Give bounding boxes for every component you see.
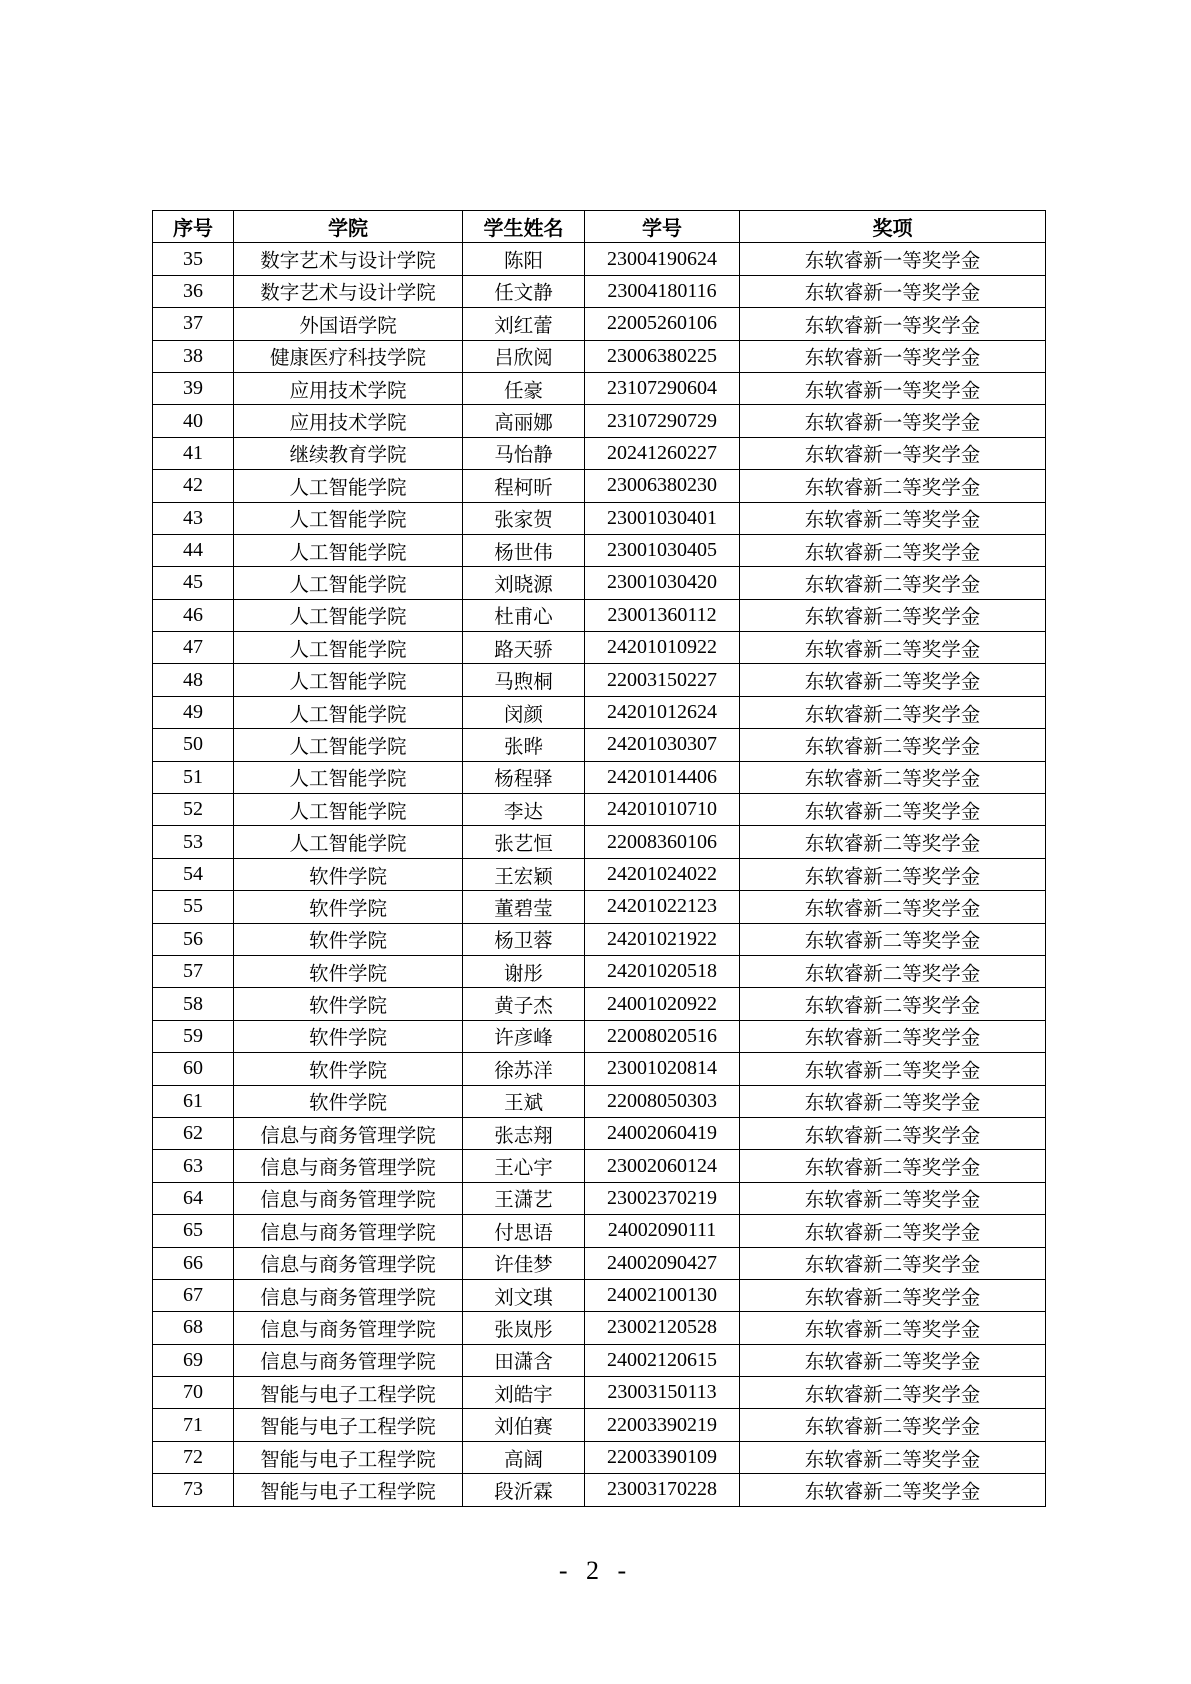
table-row (153, 696, 1046, 728)
cell-student-id: 23107290729 (585, 405, 740, 437)
cell-student-id: 24002090427 (585, 1247, 740, 1279)
cell-index: 66 (153, 1247, 234, 1279)
cell-college: 健康医疗科技学院 (234, 340, 463, 372)
cell-student-id: 24201012624 (585, 696, 740, 728)
table-row (153, 1247, 1046, 1279)
cell-student-name: 王潇艺 (463, 1182, 585, 1214)
cell-college: 软件学院 (234, 923, 463, 955)
table-row (153, 826, 1046, 858)
cell-index: 73 (153, 1474, 234, 1506)
cell-student-name: 路天骄 (463, 632, 585, 664)
cell-student-id: 23001020814 (585, 1053, 740, 1085)
table-row (153, 955, 1046, 987)
cell-student-id: 22008020516 (585, 1020, 740, 1052)
cell-award: 东软睿新二等奖学金 (740, 1150, 1046, 1182)
cell-student-name: 李达 (463, 794, 585, 826)
cell-student-name: 许彦峰 (463, 1020, 585, 1052)
cell-student-name: 王斌 (463, 1085, 585, 1117)
cell-student-id: 22005260106 (585, 308, 740, 340)
cell-college: 人工智能学院 (234, 534, 463, 566)
cell-college: 智能与电子工程学院 (234, 1409, 463, 1441)
cell-award: 东软睿新二等奖学金 (740, 696, 1046, 728)
cell-index: 67 (153, 1279, 234, 1311)
cell-award: 东软睿新二等奖学金 (740, 1344, 1046, 1376)
cell-student-name: 杜甫心 (463, 599, 585, 631)
table-row (153, 243, 1046, 275)
cell-student-id: 24002100130 (585, 1279, 740, 1311)
cell-student-name: 刘晓源 (463, 567, 585, 599)
cell-college: 人工智能学院 (234, 761, 463, 793)
cell-college: 软件学院 (234, 1020, 463, 1052)
table-row (153, 1441, 1046, 1473)
cell-college: 人工智能学院 (234, 502, 463, 534)
cell-student-id: 23006380230 (585, 470, 740, 502)
cell-award: 东软睿新二等奖学金 (740, 729, 1046, 761)
cell-student-id: 23001030405 (585, 534, 740, 566)
cell-student-name: 张艺恒 (463, 826, 585, 858)
cell-award: 东软睿新二等奖学金 (740, 1312, 1046, 1344)
cell-student-id: 22008360106 (585, 826, 740, 858)
cell-index: 57 (153, 955, 234, 987)
cell-index: 41 (153, 437, 234, 469)
cell-index: 43 (153, 502, 234, 534)
table-row (153, 567, 1046, 599)
cell-student-id: 23107290604 (585, 372, 740, 404)
cell-index: 72 (153, 1441, 234, 1473)
table-row (153, 632, 1046, 664)
table-row (153, 275, 1046, 307)
cell-student-id: 24201014406 (585, 761, 740, 793)
cell-student-name: 田潇含 (463, 1344, 585, 1376)
cell-student-id: 24201020518 (585, 955, 740, 987)
cell-student-id: 24201010922 (585, 632, 740, 664)
cell-student-id: 24201010710 (585, 794, 740, 826)
cell-index: 55 (153, 891, 234, 923)
table-row (153, 891, 1046, 923)
cell-award: 东软睿新二等奖学金 (740, 1182, 1046, 1214)
cell-index: 48 (153, 664, 234, 696)
cell-student-id: 23001360112 (585, 599, 740, 631)
header-college: 学院 (234, 211, 463, 243)
cell-student-id: 24201030307 (585, 729, 740, 761)
cell-student-name: 程柯昕 (463, 470, 585, 502)
cell-student-name: 许佳梦 (463, 1247, 585, 1279)
cell-award: 东软睿新二等奖学金 (740, 534, 1046, 566)
cell-student-id: 23002060124 (585, 1150, 740, 1182)
cell-student-name: 董碧莹 (463, 891, 585, 923)
cell-award: 东软睿新二等奖学金 (740, 1279, 1046, 1311)
cell-student-id: 23001030401 (585, 502, 740, 534)
table-row (153, 761, 1046, 793)
cell-award: 东软睿新二等奖学金 (740, 502, 1046, 534)
cell-award: 东软睿新二等奖学金 (740, 891, 1046, 923)
cell-college: 信息与商务管理学院 (234, 1215, 463, 1247)
cell-index: 39 (153, 372, 234, 404)
cell-student-id: 23003170228 (585, 1474, 740, 1506)
table-row (153, 1085, 1046, 1117)
cell-award: 东软睿新一等奖学金 (740, 308, 1046, 340)
cell-student-name: 高阔 (463, 1441, 585, 1473)
cell-college: 人工智能学院 (234, 664, 463, 696)
table-row (153, 1344, 1046, 1376)
cell-student-id: 24201024022 (585, 858, 740, 890)
cell-college: 软件学院 (234, 1053, 463, 1085)
cell-college: 软件学院 (234, 955, 463, 987)
table-row (153, 664, 1046, 696)
cell-student-id: 23004190624 (585, 243, 740, 275)
cell-index: 56 (153, 923, 234, 955)
table-row (153, 599, 1046, 631)
cell-index: 38 (153, 340, 234, 372)
cell-student-id: 24001020922 (585, 988, 740, 1020)
cell-index: 71 (153, 1409, 234, 1441)
table-row (153, 729, 1046, 761)
cell-index: 36 (153, 275, 234, 307)
cell-student-name: 张晔 (463, 729, 585, 761)
cell-award: 东软睿新二等奖学金 (740, 1377, 1046, 1409)
header-award: 奖项 (740, 211, 1046, 243)
table-row (153, 470, 1046, 502)
cell-index: 65 (153, 1215, 234, 1247)
cell-index: 53 (153, 826, 234, 858)
table-row (153, 988, 1046, 1020)
cell-student-name: 马煦桐 (463, 664, 585, 696)
cell-index: 68 (153, 1312, 234, 1344)
table-row (153, 858, 1046, 890)
cell-student-name: 刘红蕾 (463, 308, 585, 340)
cell-college: 数字艺术与设计学院 (234, 275, 463, 307)
cell-award: 东软睿新二等奖学金 (740, 1085, 1046, 1117)
table-row (153, 1215, 1046, 1247)
cell-student-id: 22008050303 (585, 1085, 740, 1117)
table-row (153, 1474, 1046, 1506)
cell-student-name: 任豪 (463, 372, 585, 404)
cell-index: 54 (153, 858, 234, 890)
cell-college: 软件学院 (234, 1085, 463, 1117)
table-row (153, 534, 1046, 566)
cell-index: 59 (153, 1020, 234, 1052)
table-row (153, 1020, 1046, 1052)
cell-student-name: 杨世伟 (463, 534, 585, 566)
cell-college: 数字艺术与设计学院 (234, 243, 463, 275)
cell-college: 信息与商务管理学院 (234, 1182, 463, 1214)
table-row (153, 1053, 1046, 1085)
header-student-id: 学号 (585, 211, 740, 243)
cell-award: 东软睿新二等奖学金 (740, 470, 1046, 502)
header-index: 序号 (153, 211, 234, 243)
cell-award: 东软睿新二等奖学金 (740, 826, 1046, 858)
cell-student-name: 付思语 (463, 1215, 585, 1247)
cell-student-name: 谢彤 (463, 955, 585, 987)
cell-index: 42 (153, 470, 234, 502)
cell-college: 信息与商务管理学院 (234, 1150, 463, 1182)
cell-college: 继续教育学院 (234, 437, 463, 469)
cell-student-name: 刘伯赛 (463, 1409, 585, 1441)
cell-college: 智能与电子工程学院 (234, 1377, 463, 1409)
scholarship-table (152, 210, 1046, 1507)
cell-college: 智能与电子工程学院 (234, 1474, 463, 1506)
cell-student-id: 22003390109 (585, 1441, 740, 1473)
cell-award: 东软睿新一等奖学金 (740, 275, 1046, 307)
cell-index: 63 (153, 1150, 234, 1182)
table-row (153, 308, 1046, 340)
cell-student-name: 马怡静 (463, 437, 585, 469)
cell-award: 东软睿新二等奖学金 (740, 1474, 1046, 1506)
cell-student-name: 张家贺 (463, 502, 585, 534)
cell-student-name: 王宏颖 (463, 858, 585, 890)
table-row (153, 1279, 1046, 1311)
cell-student-name: 徐苏洋 (463, 1053, 585, 1085)
cell-college: 软件学院 (234, 891, 463, 923)
cell-award: 东软睿新二等奖学金 (740, 1020, 1046, 1052)
cell-award: 东软睿新二等奖学金 (740, 1117, 1046, 1149)
cell-award: 东软睿新二等奖学金 (740, 988, 1046, 1020)
cell-student-id: 24201021922 (585, 923, 740, 955)
cell-index: 46 (153, 599, 234, 631)
cell-student-id: 23002120528 (585, 1312, 740, 1344)
cell-college: 智能与电子工程学院 (234, 1441, 463, 1473)
cell-student-name: 王心宇 (463, 1150, 585, 1182)
cell-student-id: 23003150113 (585, 1377, 740, 1409)
cell-award: 东软睿新二等奖学金 (740, 1053, 1046, 1085)
cell-award: 东软睿新二等奖学金 (740, 632, 1046, 664)
cell-college: 人工智能学院 (234, 794, 463, 826)
table-row (153, 794, 1046, 826)
cell-student-id: 24002060419 (585, 1117, 740, 1149)
cell-student-name: 杨程驿 (463, 761, 585, 793)
cell-student-name: 高丽娜 (463, 405, 585, 437)
cell-student-name: 黄子杰 (463, 988, 585, 1020)
cell-student-name: 刘皓宇 (463, 1377, 585, 1409)
cell-college: 外国语学院 (234, 308, 463, 340)
header-student-name: 学生姓名 (463, 211, 585, 243)
cell-index: 64 (153, 1182, 234, 1214)
table-row (153, 372, 1046, 404)
cell-award: 东软睿新二等奖学金 (740, 794, 1046, 826)
cell-index: 70 (153, 1377, 234, 1409)
cell-award: 东软睿新二等奖学金 (740, 923, 1046, 955)
cell-award: 东软睿新二等奖学金 (740, 1441, 1046, 1473)
table-body (153, 243, 1046, 1506)
cell-index: 44 (153, 534, 234, 566)
page-number: - 2 - (558, 1556, 633, 1585)
cell-student-id: 22003150227 (585, 664, 740, 696)
cell-student-name: 吕欣阅 (463, 340, 585, 372)
cell-award: 东软睿新二等奖学金 (740, 567, 1046, 599)
cell-college: 应用技术学院 (234, 372, 463, 404)
cell-award: 东软睿新二等奖学金 (740, 1247, 1046, 1279)
cell-student-name: 张志翔 (463, 1117, 585, 1149)
cell-student-name: 陈阳 (463, 243, 585, 275)
cell-award: 东软睿新二等奖学金 (740, 599, 1046, 631)
cell-student-id: 24002120615 (585, 1344, 740, 1376)
cell-award: 东软睿新一等奖学金 (740, 340, 1046, 372)
cell-student-name: 任文静 (463, 275, 585, 307)
table-row (153, 923, 1046, 955)
cell-award: 东软睿新二等奖学金 (740, 664, 1046, 696)
cell-student-id: 23002370219 (585, 1182, 740, 1214)
cell-index: 62 (153, 1117, 234, 1149)
cell-index: 50 (153, 729, 234, 761)
cell-award: 东软睿新一等奖学金 (740, 243, 1046, 275)
table-row (153, 1312, 1046, 1344)
cell-college: 信息与商务管理学院 (234, 1312, 463, 1344)
cell-award: 东软睿新二等奖学金 (740, 1409, 1046, 1441)
cell-college: 人工智能学院 (234, 567, 463, 599)
cell-college: 人工智能学院 (234, 696, 463, 728)
cell-award: 东软睿新一等奖学金 (740, 372, 1046, 404)
cell-college: 信息与商务管理学院 (234, 1247, 463, 1279)
cell-index: 69 (153, 1344, 234, 1376)
cell-index: 37 (153, 308, 234, 340)
cell-college: 信息与商务管理学院 (234, 1344, 463, 1376)
cell-college: 软件学院 (234, 858, 463, 890)
cell-college: 人工智能学院 (234, 470, 463, 502)
cell-index: 51 (153, 761, 234, 793)
cell-student-id: 23001030420 (585, 567, 740, 599)
cell-student-id: 23006380225 (585, 340, 740, 372)
cell-index: 60 (153, 1053, 234, 1085)
cell-student-name: 段沂霖 (463, 1474, 585, 1506)
cell-award: 东软睿新一等奖学金 (740, 437, 1046, 469)
cell-college: 人工智能学院 (234, 826, 463, 858)
cell-student-id: 24201022123 (585, 891, 740, 923)
cell-award: 东软睿新二等奖学金 (740, 761, 1046, 793)
cell-student-name: 闵颜 (463, 696, 585, 728)
cell-index: 47 (153, 632, 234, 664)
cell-index: 45 (153, 567, 234, 599)
table-row (153, 1150, 1046, 1182)
cell-college: 人工智能学院 (234, 729, 463, 761)
table-row (153, 340, 1046, 372)
cell-college: 软件学院 (234, 988, 463, 1020)
table-row (153, 1409, 1046, 1441)
table-row (153, 1117, 1046, 1149)
cell-award: 东软睿新一等奖学金 (740, 405, 1046, 437)
cell-index: 61 (153, 1085, 234, 1117)
cell-student-id: 23004180116 (585, 275, 740, 307)
cell-student-id: 22003390219 (585, 1409, 740, 1441)
cell-student-name: 张岚彤 (463, 1312, 585, 1344)
cell-student-name: 杨卫蓉 (463, 923, 585, 955)
cell-college: 信息与商务管理学院 (234, 1117, 463, 1149)
cell-award: 东软睿新二等奖学金 (740, 1215, 1046, 1247)
table-row (153, 437, 1046, 469)
table-row (153, 1377, 1046, 1409)
cell-index: 49 (153, 696, 234, 728)
cell-award: 东软睿新二等奖学金 (740, 955, 1046, 987)
cell-college: 信息与商务管理学院 (234, 1279, 463, 1311)
cell-award: 东软睿新二等奖学金 (740, 858, 1046, 890)
table-row (153, 405, 1046, 437)
cell-student-id: 20241260227 (585, 437, 740, 469)
table-row (153, 1182, 1046, 1214)
cell-index: 35 (153, 243, 234, 275)
cell-index: 40 (153, 405, 234, 437)
cell-college: 人工智能学院 (234, 632, 463, 664)
table-header-row (153, 211, 1046, 243)
cell-index: 58 (153, 988, 234, 1020)
cell-index: 52 (153, 794, 234, 826)
cell-college: 应用技术学院 (234, 405, 463, 437)
cell-student-name: 刘文琪 (463, 1279, 585, 1311)
cell-student-id: 24002090111 (585, 1215, 740, 1247)
cell-college: 人工智能学院 (234, 599, 463, 631)
table-row (153, 502, 1046, 534)
